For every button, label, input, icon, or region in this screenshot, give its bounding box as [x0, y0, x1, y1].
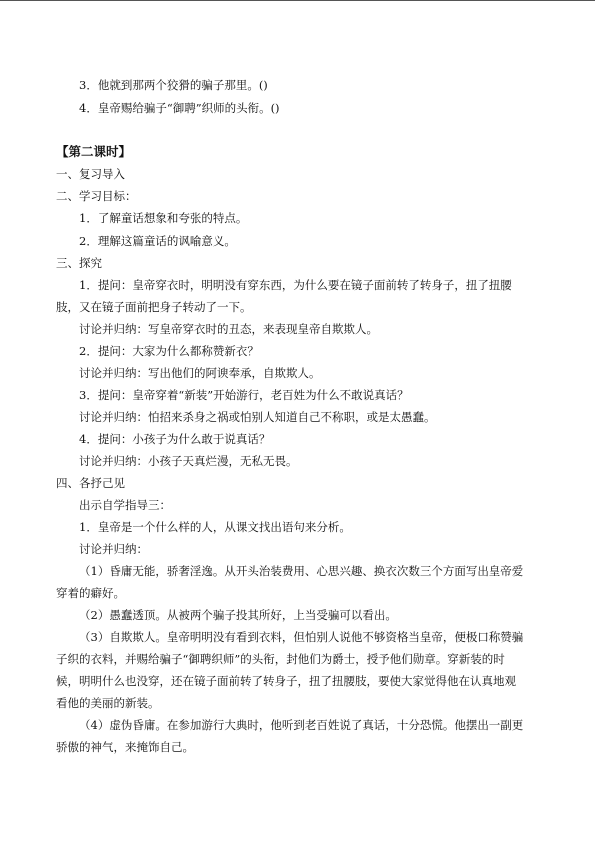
point-3-line3: 候，明明什么也没穿，还在镜子面前转了转身子，扭了扭腰肢，要使大家觉得他在认真地观 [56, 674, 516, 688]
question-3: 3．提问：皇帝穿着“新装”开始游行，老百姓为什么不敢说真话？ [79, 388, 409, 402]
part2-title: 二、学习目标： [56, 189, 137, 203]
answer-1: 讨论并归纳：写皇帝穿衣时的丑态，来表现皇帝自欺欺人。 [79, 322, 378, 336]
part3-title: 三、探究 [56, 256, 102, 270]
guide-three: 出示自学指导三： [79, 498, 171, 512]
point-2: （2）愚蠢透顶。从被两个骗子投其所好，上当受骗可以看出。 [79, 608, 397, 622]
point-4-line1: （4）虚伪昏庸。在参加游行大典时，他听到老百姓说了真话，十分恐慌。他摆出一副更 [79, 718, 524, 732]
answer-4: 讨论并归纳：小孩子天真烂漫，无私无畏。 [79, 454, 298, 468]
part1-title: 一、复习导入 [56, 167, 125, 181]
intro-item-4: 4．皇帝赐给骗子“御聘”织师的头衔。() [79, 101, 280, 115]
question-1-line2: 肢，又在镜子面前把身子转动了一下。 [56, 300, 252, 314]
point-3-line1: （3）自欺欺人。皇帝明明没有看到衣料，但怕别人说他不够资格当皇帝，便极口称赞骗 [79, 630, 524, 644]
point-3-line2: 子织的衣料，并赐给骗子“御聘织师”的头衔，封他们为爵士，授予他们勋章。穿新装的时 [56, 652, 505, 666]
question-2: 2．提问：大家为什么都称赞新衣？ [79, 344, 259, 358]
goal-item-2: 2．理解这篇童话的讽喻意义。 [79, 234, 236, 248]
part4-discuss: 讨论并归纳： [79, 542, 148, 556]
answer-3: 讨论并归纳：怕招来杀身之祸或怕别人知道自己不称职，或是太愚蠢。 [79, 410, 436, 424]
question-1-line1: 1．提问：皇帝穿衣时，明明没有穿东西，为什么要在镜子面前转了转身子，扭了扭腰 [79, 278, 512, 292]
point-3-line4: 看他的美丽的新装。 [56, 696, 160, 710]
point-4-line2: 骄傲的神气，来掩饰自己。 [56, 740, 194, 754]
question-4: 4．提问：小孩子为什么敢于说真话？ [79, 432, 271, 446]
answer-2: 讨论并归纳：写出他们的阿谀奉承，自欺欺人。 [79, 366, 321, 380]
goal-item-1: 1．了解童话想象和夸张的特点。 [79, 211, 248, 225]
intro-item-3: 3．他就到那两个狡猾的骗子那里。() [79, 78, 268, 92]
part4-question: 1．皇帝是一个什么样的人，从课文找出语句来分析。 [79, 520, 351, 534]
point-1-line1: （1）昏庸无能，骄奢淫逸。从开头治装费用、心思兴趣、换衣次数三个方面写出皇帝爱 [79, 564, 524, 578]
point-1-line2: 穿着的癖好。 [56, 586, 125, 600]
section-heading: 【第二课时】 [56, 144, 132, 159]
part4-title: 四、各抒己见 [56, 476, 125, 490]
header-rule [0, 0, 595, 1]
